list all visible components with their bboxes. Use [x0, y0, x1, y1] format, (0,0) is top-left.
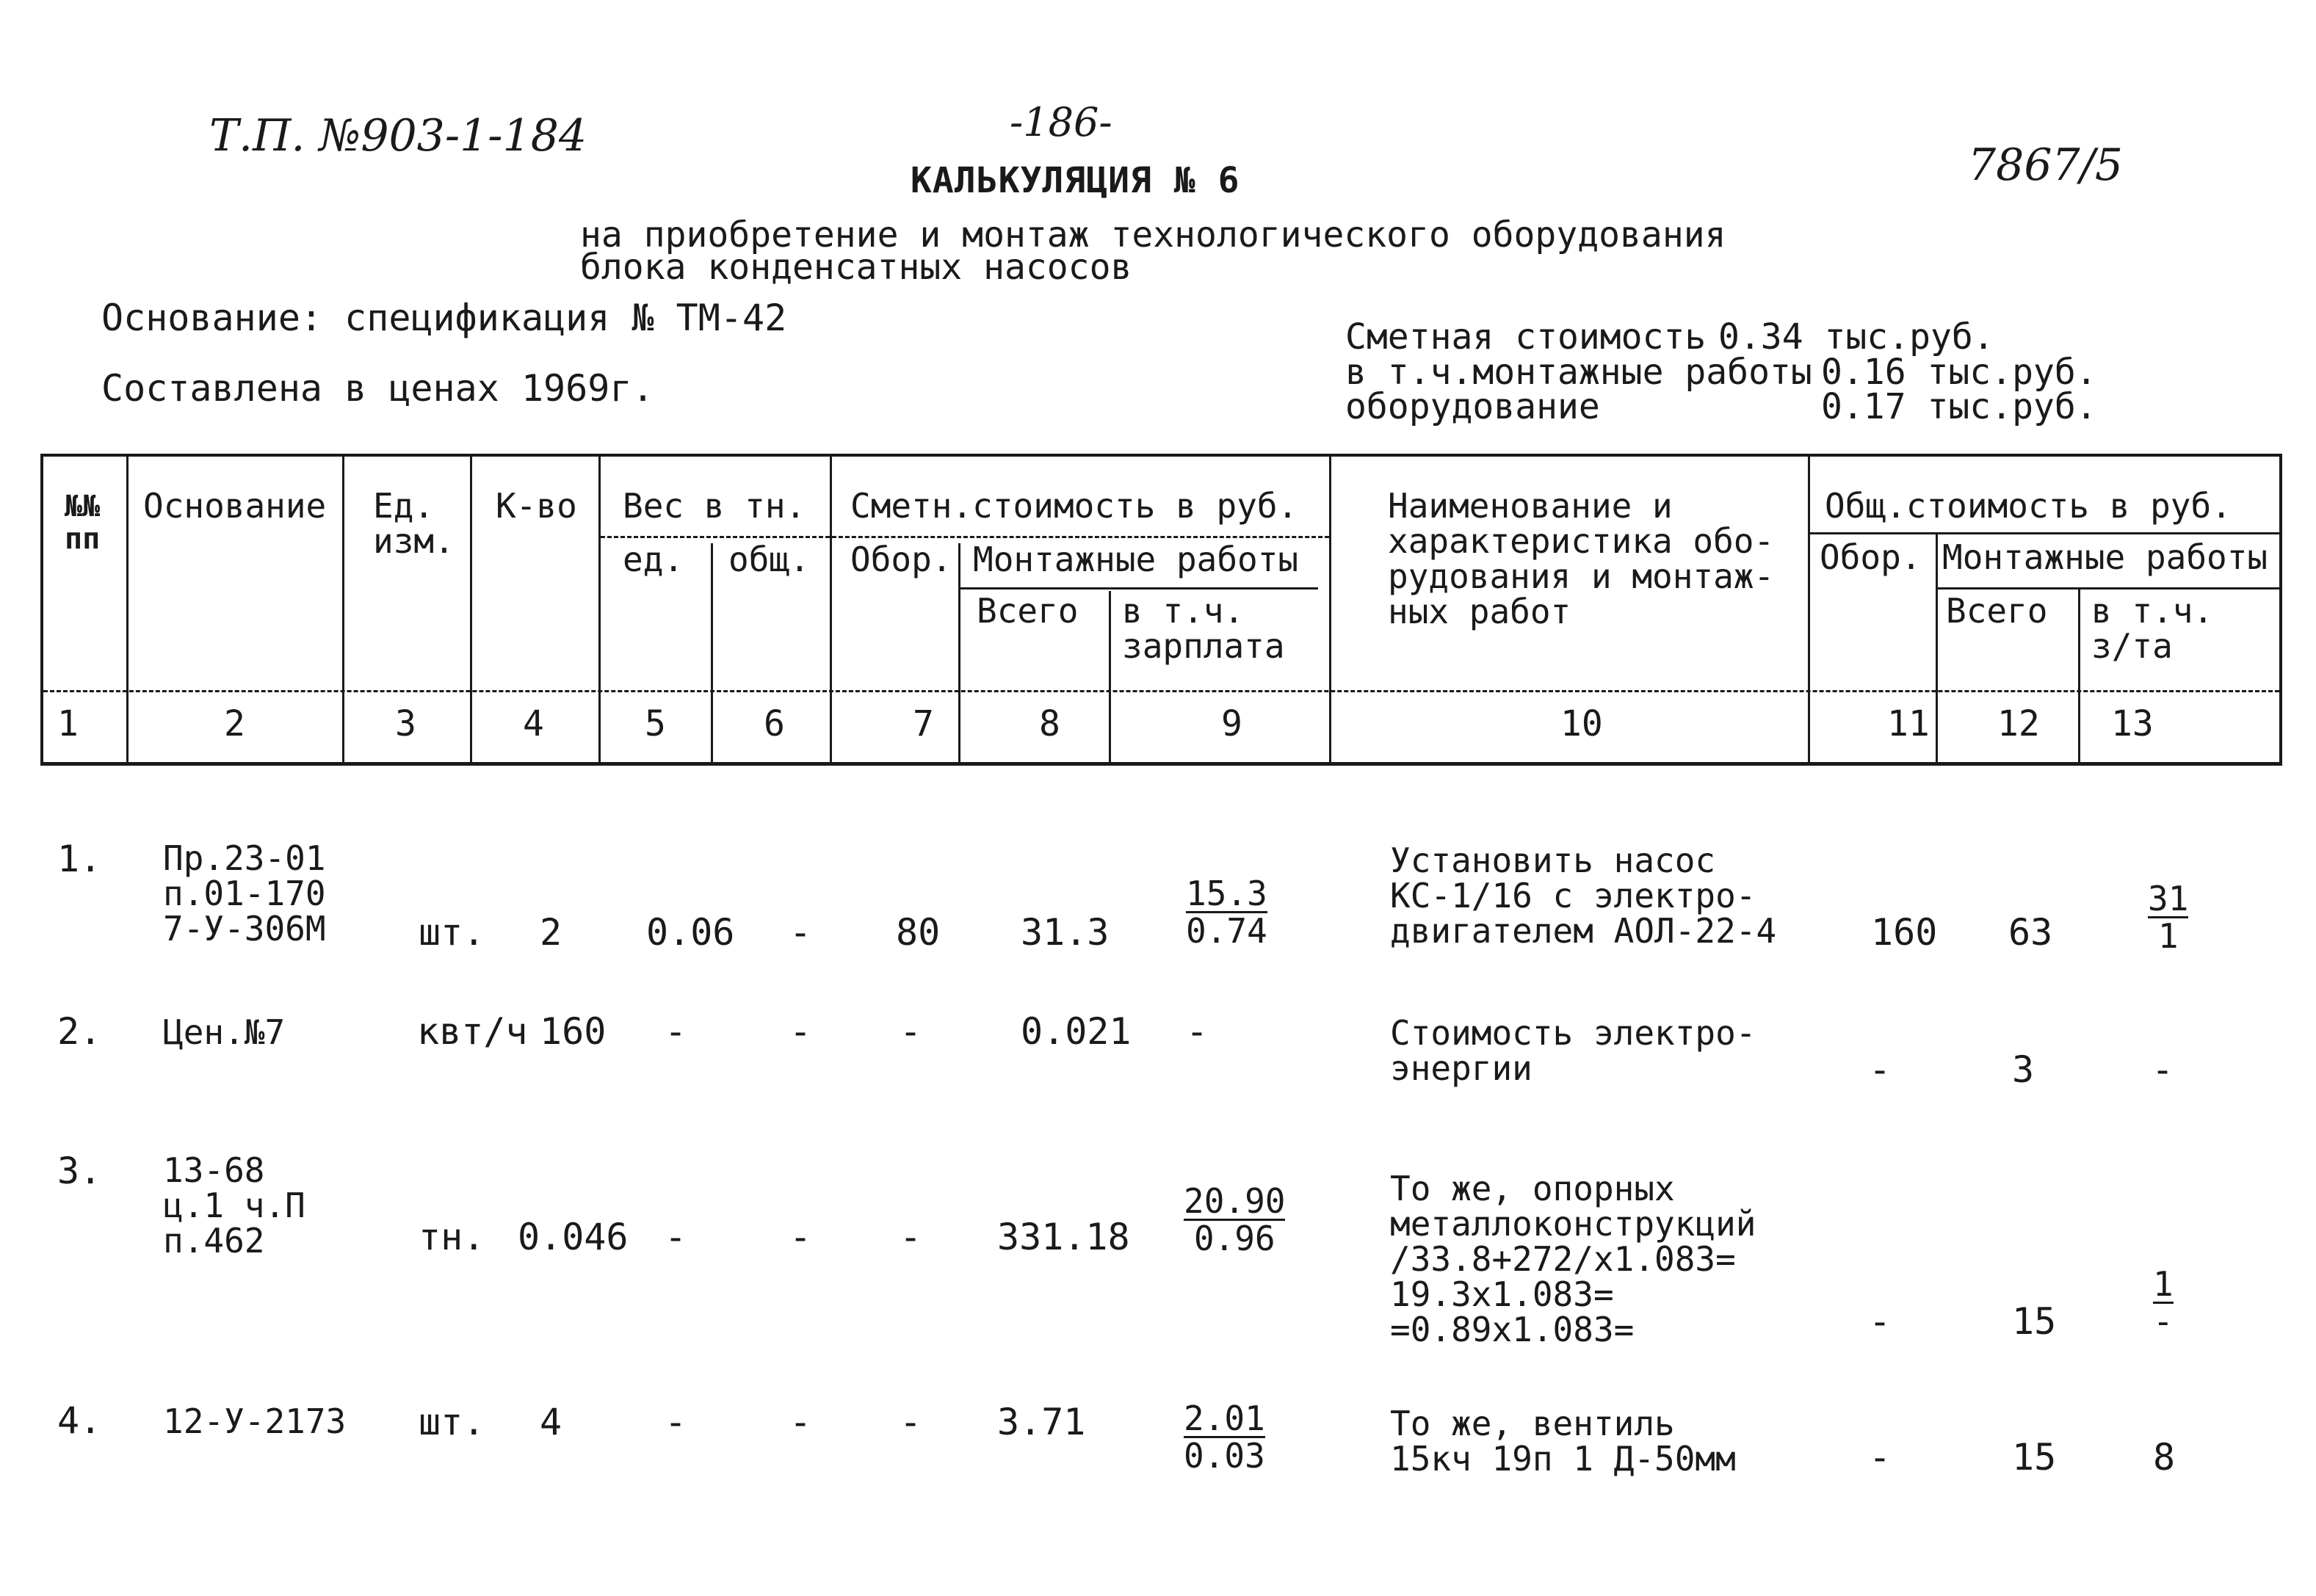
header-installation-2: Монтажные работы [1942, 537, 2268, 577]
header-install-total: Всего [977, 591, 1079, 631]
row-weight-total: - [789, 1401, 812, 1443]
subtitle-line-1: на приобретение и монтаж технологического оборудования [580, 214, 1726, 255]
row-basis: 12-У-2173 [163, 1401, 347, 1441]
col-number-4: 4 [523, 703, 544, 744]
header-incl-salary: в т.ч. зарплата [1122, 591, 1285, 666]
row-equipment: - [900, 1401, 922, 1443]
row-salary-numerator: 20.90 [1184, 1181, 1286, 1221]
header-basis: Основание [143, 486, 327, 526]
row-total-equipment: - [1869, 1436, 1892, 1479]
row-unit: шт. [419, 911, 485, 954]
document-title: КАЛЬКУЛЯЦИЯ № 6 [911, 160, 1240, 201]
header-unit: Ед. изм. [373, 486, 455, 561]
col-number-11: 11 [1887, 703, 1930, 744]
header-est-cost: Сметн.стоимость в руб. [850, 486, 1298, 526]
col-number-6: 6 [764, 703, 785, 744]
row-name: Стоимость электро- энергии [1390, 1013, 1756, 1088]
doc-number: Т.П. №903-1-184 [209, 110, 587, 162]
archive-number: 7867/5 [1968, 139, 2124, 191]
row-equipment: - [900, 1216, 922, 1258]
row-qty: 160 [540, 1010, 607, 1053]
row-salary [1186, 874, 1267, 951]
row-total-salary: - [2152, 1048, 2174, 1091]
row-salary-numerator: 2.01 [1184, 1399, 1265, 1438]
row-total-equipment: - [1869, 1300, 1892, 1343]
row-total-install: 15 [2012, 1300, 2057, 1343]
row-basis: 13-68 ц.1 ч.П п.462 [163, 1150, 305, 1261]
row-unit: тн. [419, 1216, 485, 1258]
row-total-install: 3 [2012, 1048, 2035, 1091]
subtitle-line-2: блока конденсатных насосов [580, 247, 1132, 288]
row-total-salary: 8 [2153, 1436, 2176, 1479]
row-salary-denominator: 0.03 [1184, 1436, 1265, 1476]
col-number-3: 3 [395, 703, 416, 744]
header-num: №№ пп [65, 490, 101, 556]
col-number-7: 7 [913, 703, 934, 744]
row-unit: квт/ч [417, 1010, 528, 1053]
header-qty: К-во [496, 486, 577, 526]
row-total-salary [2148, 881, 2188, 954]
row-total-salary [2153, 1266, 2174, 1339]
header-weight-total: общ. [728, 540, 810, 579]
row-install-total: 3.71 [997, 1401, 1086, 1443]
basis-line: Основание: спецификация № ТМ-42 [101, 297, 787, 339]
col-number-2: 2 [224, 703, 245, 744]
row-weight-total: - [789, 1216, 812, 1258]
install-cost-label: в т.ч.монтажные работы [1345, 352, 1812, 393]
row-salary-denominator: 0.96 [1193, 1219, 1275, 1258]
equipment-cost-value: 0.17 тыс.руб. [1821, 386, 2097, 427]
estimated-cost-value: 0.34 тыс.руб. [1718, 316, 1994, 358]
row-total-salary-denominator: 1 [2157, 916, 2179, 956]
header-equipment: Обор. [850, 540, 952, 579]
estimated-cost-label: Сметная стоимость [1345, 316, 1707, 358]
row-unit: шт. [419, 1401, 485, 1443]
row-equipment: - [900, 1010, 922, 1053]
row-basis: Цен.№7 [163, 1012, 286, 1052]
col-number-5: 5 [645, 703, 666, 744]
row-qty: 0.046 [518, 1216, 629, 1258]
row-salary [1184, 1399, 1265, 1476]
row-total-equipment: 160 [1871, 911, 1938, 954]
row-weight-unit: - [665, 1401, 687, 1443]
row-num: 1. [57, 838, 102, 880]
row-install-total: 331.18 [997, 1216, 1130, 1258]
header-name: Наименование и характеристика обо- рудования и монтаж- ных работ [1388, 486, 1775, 631]
prices-line: Составлена в ценах 1969г. [101, 367, 654, 410]
row-basis: Пр.23-01 п.01-170 7-У-306М [163, 838, 326, 948]
row-total-salary-numerator: 31 [2148, 879, 2189, 918]
row-equipment: 80 [896, 911, 941, 954]
col-number-1: 1 [57, 703, 79, 744]
col-number-12: 12 [1997, 703, 2040, 744]
header-incl-salary-2: в т.ч. з/та [2091, 591, 2214, 666]
row-qty: 4 [540, 1401, 562, 1443]
row-salary [1184, 1183, 1285, 1256]
row-total-equipment: - [1869, 1048, 1892, 1091]
header-weight-unit: ед. [623, 540, 684, 579]
col-number-13: 13 [2111, 703, 2154, 744]
col-number-9: 9 [1221, 703, 1242, 744]
row-salary-denominator: 0.74 [1186, 911, 1267, 951]
row-weight-unit: - [665, 1216, 687, 1258]
equipment-cost-label: оборудование [1345, 386, 1600, 427]
header-total-cost: Общ.стоимость в руб. [1825, 486, 2232, 526]
row-total-install: 63 [2008, 911, 2053, 954]
header-weight: Вес в тн. [623, 486, 806, 526]
page-number: -186- [1010, 99, 1112, 145]
row-weight-unit: 0.06 [646, 911, 735, 954]
header-equipment-2: Обор. [1820, 537, 1922, 577]
row-total-salary-numerator: 1 [2153, 1264, 2174, 1304]
row-weight-total: - [789, 911, 812, 954]
row-weight-unit: - [665, 1010, 687, 1053]
row-salary: - [1186, 1010, 1209, 1053]
row-name: То же, вентиль 15кч 19п 1 Д-50мм [1390, 1404, 1736, 1479]
header-install-total-2: Всего [1946, 591, 2048, 631]
row-install-total: 31.3 [1021, 911, 1110, 954]
row-name: То же, опорных металлоконструкций /33.8+272/x1.083= 19.3x1.083= =0.89x1.083= [1390, 1169, 1756, 1349]
row-weight-total: - [789, 1010, 812, 1053]
row-name: Установить насос КС-1/16 с электро- двигателем АОЛ-22-4 [1390, 841, 1777, 951]
row-qty: 2 [540, 911, 562, 954]
row-total-install: 15 [2012, 1436, 2057, 1479]
row-num: 2. [57, 1010, 102, 1053]
col-number-10: 10 [1560, 703, 1603, 744]
row-salary-numerator: 15.3 [1186, 874, 1267, 913]
col-number-8: 8 [1039, 703, 1060, 744]
install-cost-value: 0.16 тыс.руб. [1821, 352, 2097, 393]
row-num: 3. [57, 1150, 102, 1192]
row-total-salary-denominator: - [2153, 1302, 2174, 1341]
header-installation: Монтажные работы [973, 540, 1299, 579]
row-num: 4. [57, 1399, 102, 1442]
row-install-total: 0.021 [1021, 1010, 1132, 1053]
